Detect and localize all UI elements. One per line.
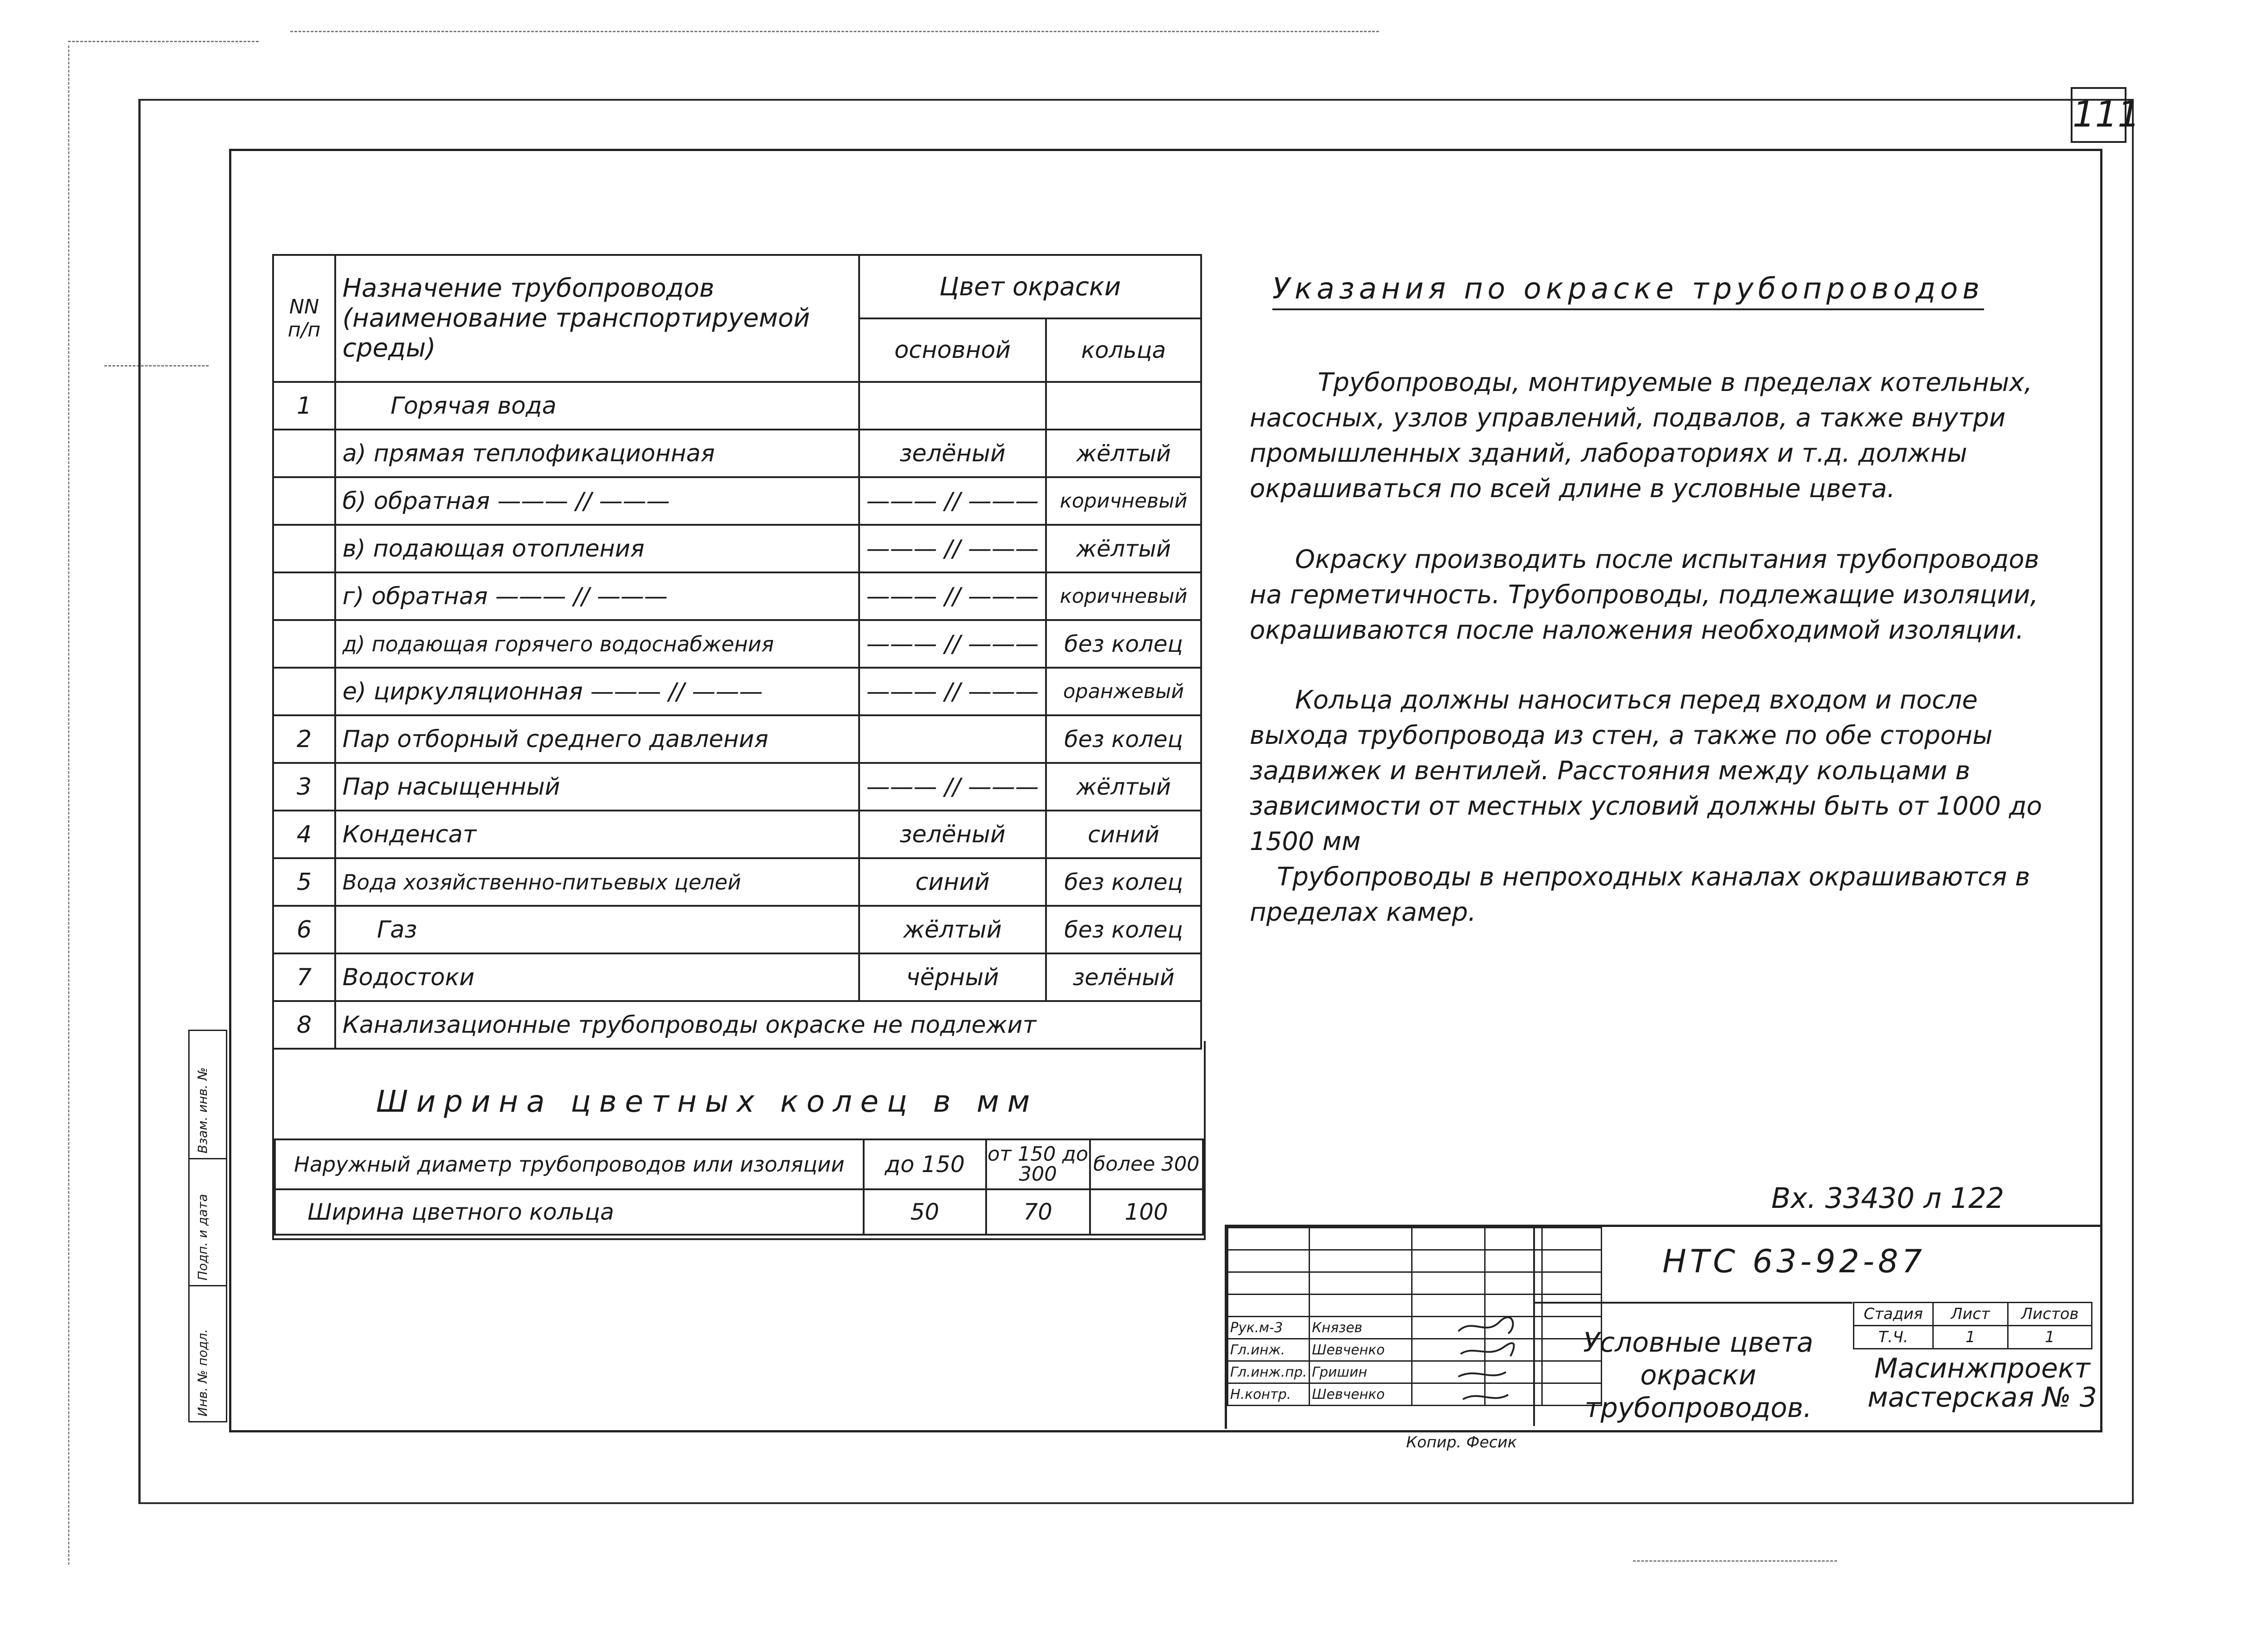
row-num: 3 — [273, 763, 335, 811]
organization: Масинжпроект мастерская № 3 — [1867, 1353, 2097, 1413]
row-main: чёрный — [859, 953, 1046, 1001]
side-label-c: Взам. инв. № — [195, 1067, 210, 1153]
notes-title: Указания по окраске трубопроводов — [1272, 272, 1984, 310]
signature-scribbles — [1454, 1309, 1522, 1417]
header-purpose: Назначение трубопроводов (наименование транспортируемой среды) — [335, 255, 859, 382]
table-row — [273, 953, 1201, 1001]
row-num: 5 — [273, 858, 335, 906]
diameter-label: Наружный диаметр трубопроводов или изоляции — [275, 1139, 864, 1189]
notes-paragraph-4: Трубопроводы в непроходных каналах окрашиваются в пределах камер. — [1250, 862, 2030, 927]
table-row — [273, 620, 1201, 668]
table-row — [273, 763, 1201, 811]
row-name: Канализационные трубопроводы окраске не подлежит — [335, 1001, 1201, 1049]
row-num — [273, 525, 335, 572]
table-row — [273, 668, 1201, 715]
row-num: 1 — [273, 382, 335, 430]
ring-width-block — [272, 1041, 1206, 1240]
ring-value-1: 50 — [864, 1189, 986, 1235]
row-name: Вода хозяйственно-питьевых целей — [335, 858, 859, 906]
row-ring: оранжевый — [1046, 668, 1201, 715]
row-num: 6 — [273, 906, 335, 953]
copier-note: Копир. Фесик — [1406, 1433, 1517, 1451]
row-ring: жёлтый — [1046, 763, 1201, 811]
table-row — [273, 477, 1201, 525]
row-ring: жёлтый — [1046, 430, 1201, 477]
stage-value: Т.Ч. — [1854, 1326, 1933, 1349]
signer-4: Шевченко — [1310, 1383, 1412, 1406]
document-code: НТС 63-92-87 — [1662, 1243, 1926, 1280]
row-name: в) подающая отопления — [335, 525, 859, 572]
row-main: зелёный — [859, 811, 1046, 858]
header-color: Цвет окраски — [859, 255, 1201, 318]
row-num — [273, 572, 335, 620]
scan-line — [68, 41, 259, 42]
diameter-col-3: более 300 — [1090, 1139, 1203, 1189]
row-ring: коричневый — [1046, 572, 1201, 620]
row-main: зелёный — [859, 430, 1046, 477]
row-ring: без колец — [1046, 906, 1201, 953]
role-4: Н.контр. — [1228, 1383, 1310, 1406]
row-num — [273, 620, 335, 668]
page-number: 111 — [2072, 94, 2140, 135]
archive-number: Вх. 33430 л 122 — [1771, 1182, 2004, 1215]
title-box — [1533, 1302, 1853, 1426]
ring-width-table — [274, 1138, 1204, 1236]
row-name: Пар насыщенный — [335, 763, 859, 811]
row-name: Горячая вода — [335, 382, 859, 430]
table-row — [273, 430, 1201, 477]
row-ring: зелёный — [1046, 953, 1201, 1001]
row-num: 2 — [273, 715, 335, 763]
row-main: синий — [859, 858, 1046, 906]
row-num: 7 — [273, 953, 335, 1001]
role-1: Рук.м-3 — [1228, 1317, 1310, 1339]
diameter-col-2: от 150 до 300 — [986, 1139, 1090, 1189]
side-label-a: Инв. № подл. — [195, 1329, 210, 1417]
row-main: ——— // ——— — [859, 525, 1046, 572]
sheets-value: 1 — [2008, 1326, 2092, 1349]
ring-diameter-row — [275, 1139, 1203, 1189]
row-name: б) обратная ——— // ——— — [335, 477, 859, 525]
row-ring — [1046, 382, 1201, 430]
signer-3: Гришин — [1310, 1361, 1412, 1383]
row-name: г) обратная ——— // ——— — [335, 572, 859, 620]
row-main: ——— // ——— — [859, 763, 1046, 811]
row-main: ——— // ——— — [859, 620, 1046, 668]
row-name: е) циркуляционная ——— // ——— — [335, 668, 859, 715]
page-number-box — [2071, 87, 2140, 143]
table-row — [273, 811, 1201, 858]
ring-width-title: Ширина цветных колец в мм — [376, 1084, 1038, 1119]
row-name: а) прямая теплофикационная — [335, 430, 859, 477]
row-num — [273, 668, 335, 715]
role-2: Гл.инж. — [1228, 1339, 1310, 1361]
scan-line — [68, 45, 69, 1565]
signer-1: Князев — [1310, 1317, 1412, 1339]
row-name: Пар отборный среднего давления — [335, 715, 859, 763]
row-ring: без колец — [1046, 715, 1201, 763]
stage-table — [1853, 1302, 2092, 1349]
ring-value-2: 70 — [986, 1189, 1090, 1235]
scan-line — [1633, 1560, 1837, 1562]
stage-label: Стадия — [1854, 1303, 1933, 1326]
ring-value-row — [275, 1189, 1203, 1235]
header-num: NN п/п — [273, 255, 335, 382]
role-3: Гл.инж.пр. — [1228, 1361, 1310, 1383]
row-main: ——— // ——— — [859, 668, 1046, 715]
row-ring: коричневый — [1046, 477, 1201, 525]
row-main: ——— // ——— — [859, 572, 1046, 620]
divider — [1533, 1227, 1535, 1302]
row-main: жёлтый — [859, 906, 1046, 953]
row-num — [273, 477, 335, 525]
row-main — [859, 715, 1046, 763]
table-row — [273, 525, 1201, 572]
row-ring: синий — [1046, 811, 1201, 858]
row-name: Водостоки — [335, 953, 859, 1001]
scan-line — [290, 31, 1379, 32]
row-num: 8 — [273, 1001, 335, 1049]
side-strip — [188, 1030, 227, 1422]
notes-paragraph-3: Кольца должны наноситься перед входом и после выхода трубопровода из стен, а также по обе стороны задвижек и вентилей. Расстояния между кольцами в зависимости от местных условий должны быть от 1000 до 1500 мм — [1250, 685, 2042, 856]
table-row — [273, 715, 1201, 763]
sheet-value: 1 — [1933, 1326, 2008, 1349]
row-main — [859, 382, 1046, 430]
row-num: 4 — [273, 811, 335, 858]
row-num — [273, 430, 335, 477]
side-label-b: Подп. и дата — [195, 1194, 210, 1280]
pipe-color-table — [272, 254, 1202, 1050]
header-main-color: основной — [859, 318, 1046, 382]
row-ring: без колец — [1046, 858, 1201, 906]
ring-value-3: 100 — [1090, 1189, 1203, 1235]
diameter-col-1: до 150 — [864, 1139, 986, 1189]
header-ring-color: кольца — [1046, 318, 1201, 382]
row-name: д) подающая горячего водоснабжения — [335, 620, 859, 668]
sheets-label: Листов — [2008, 1303, 2092, 1326]
row-main: ——— // ——— — [859, 477, 1046, 525]
sheet-label: Лист — [1933, 1303, 2008, 1326]
row-name: Конденсат — [335, 811, 859, 858]
notes-paragraph-2: Окраску производить после испытания трубопроводов на герметичность. Трубопроводы, подлежащие изоляции, окрашиваются после наложения необходимой изоляции. — [1250, 545, 2039, 645]
table-row — [273, 382, 1201, 430]
row-ring: жёлтый — [1046, 525, 1201, 572]
table-row — [273, 906, 1201, 953]
drawing-title: Условные цвета окраски трубопроводов. — [1583, 1327, 1813, 1424]
signer-2: Шевченко — [1310, 1339, 1412, 1361]
row-ring: без колец — [1046, 620, 1201, 668]
row-name: Газ — [335, 906, 859, 953]
notes-paragraph-1: Трубопроводы, монтируемые в пределах котельных, насосных, узлов управлений, подвалов, а также внутри промышленных зданий, лабораториях и т.д. должны окрашиваться по всей длине в условные цвета. — [1250, 368, 2033, 503]
table-row — [273, 858, 1201, 906]
table-header-row — [273, 255, 1201, 318]
ring-width-label: Ширина цветного кольца — [275, 1189, 864, 1235]
table-row — [273, 572, 1201, 620]
